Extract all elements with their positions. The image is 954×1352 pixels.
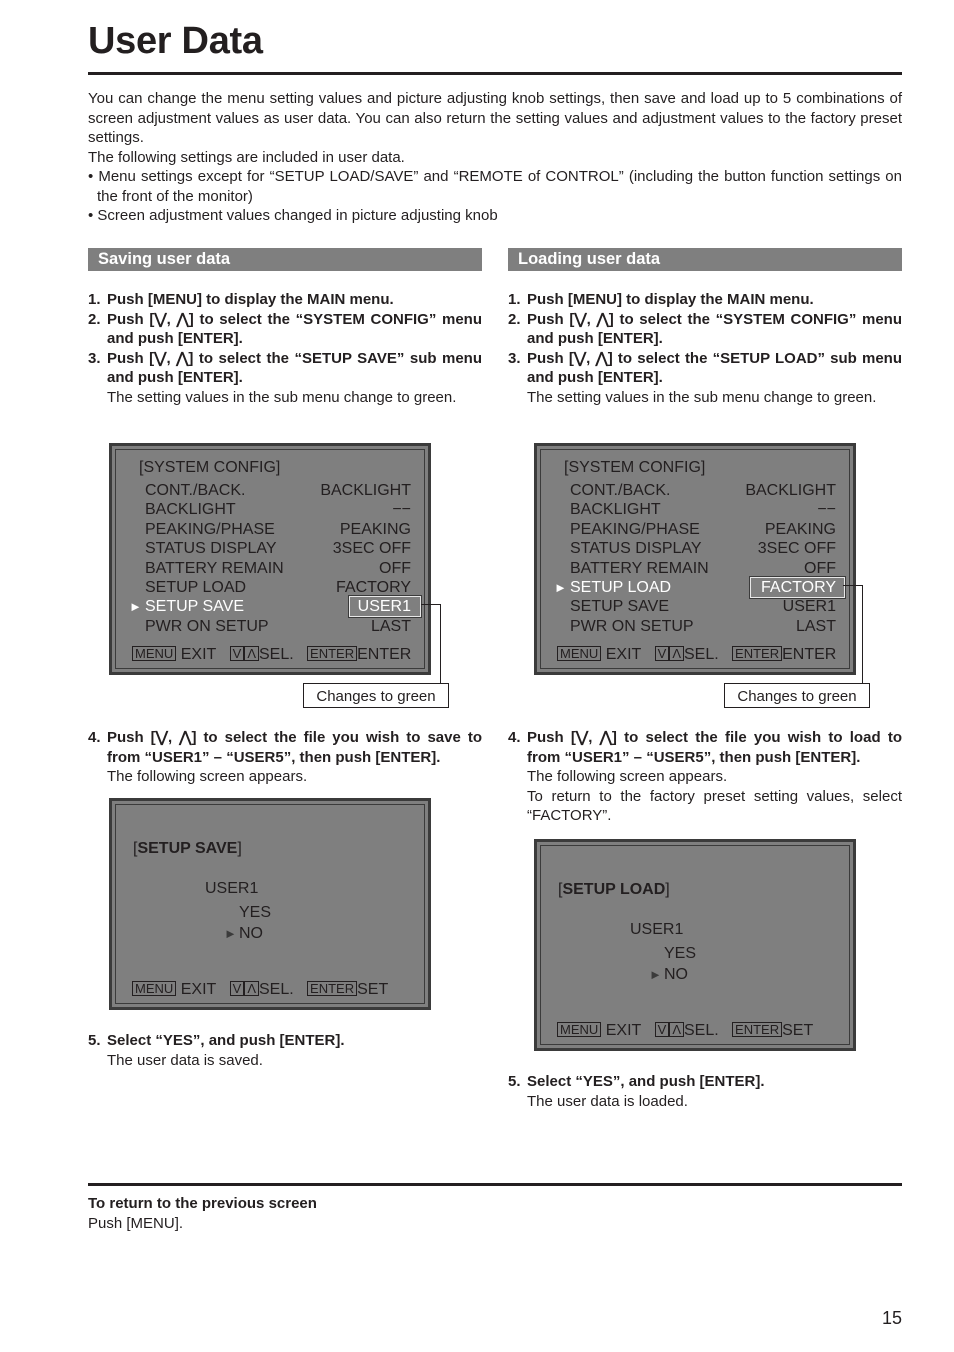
sub-title: [SETUP LOAD] xyxy=(558,881,670,898)
menu-row-label: BATTERY REMAIN xyxy=(570,560,709,577)
intro-bullet: • Screen adjustment values changed in picture adjusting knob xyxy=(88,207,498,224)
intro-paragraph: The following settings are included in user data. xyxy=(88,148,405,166)
down-key: V xyxy=(655,646,670,661)
menu-row-label-selected: SETUP SAVE xyxy=(145,598,244,615)
loading-heading: Loading user data xyxy=(508,248,902,271)
up-key: Λ xyxy=(669,1022,684,1037)
loading-steps-1-3 xyxy=(508,290,902,407)
loading-step-4 xyxy=(508,728,902,826)
enter-key: ENTER xyxy=(732,646,782,661)
save-step-2: 2. Push [⋁, ⋀] to select the “SYSTEM CONFIG” menu and push [ENTER]. xyxy=(88,310,482,347)
menu-row-label: PEAKING/PHASE xyxy=(570,521,700,538)
page-number: 15 xyxy=(881,1308,902,1328)
menu-row-value: OFF xyxy=(804,560,836,577)
menu-row-value: BACKLIGHT xyxy=(745,482,836,499)
menu-key: MENU xyxy=(557,646,601,661)
menu-row-label: BATTERY REMAIN xyxy=(145,560,284,577)
menu-row-label: PEAKING/PHASE xyxy=(145,521,275,538)
intro-bullet: • Menu settings except for “SETUP LOAD/SAVE” and “REMOTE of CONTROL” (including the button function settings on the front of the monitor) xyxy=(88,168,902,205)
saving-step-4 xyxy=(88,728,482,787)
menu-row-label: PWR ON SETUP xyxy=(145,618,269,635)
footer-rule xyxy=(88,1183,902,1186)
save-step-3: 3. Push [⋁, ⋀] to select the “SETUP SAVE” sub menu and push [ENTER]. The setting values in the sub menu change to green. xyxy=(88,349,482,406)
menu-row-value: FACTORY xyxy=(336,579,411,596)
load-step-3: 3. Push [⋁, ⋀] to select the “SETUP LOAD” sub menu and push [ENTER]. The setting values in the sub menu change to green. xyxy=(508,349,902,406)
save-callout: Changes to green xyxy=(303,683,449,708)
up-key: Λ xyxy=(244,646,259,661)
option-yes: YES xyxy=(664,945,697,962)
down-key: V xyxy=(655,1022,670,1037)
menu-row-label-selected: SETUP LOAD xyxy=(570,579,672,596)
save-step-5: 5. Select “YES”, and push [ENTER]. The user data is saved. xyxy=(88,1032,345,1069)
save-step-1: 1. Push [MENU] to display the MAIN menu. xyxy=(88,291,394,308)
menu-row-value: BACKLIGHT xyxy=(320,482,411,499)
load-callout: Changes to green xyxy=(724,683,870,708)
cursor-arrow-icon: ► xyxy=(224,926,237,941)
sub-file: USER1 xyxy=(205,880,259,897)
menu-title: [SYSTEM CONFIG] xyxy=(564,459,706,476)
menu-row-label: CONT./BACK. xyxy=(570,482,671,499)
menu-row-value: PEAKING xyxy=(339,521,411,538)
menu-row-value: 3SEC OFF xyxy=(757,540,836,557)
menu-row-value: LAST xyxy=(795,618,836,635)
sub-file: USER1 xyxy=(630,921,684,938)
menu-row-value: LAST xyxy=(370,618,411,635)
load-step-5: 5. Select “YES”, and push [ENTER]. The user data is loaded. xyxy=(508,1073,765,1110)
setup-save-screen xyxy=(109,798,431,1010)
menu-key: MENU xyxy=(557,1022,601,1037)
setup-load-screen xyxy=(534,839,856,1051)
loading-step-5 xyxy=(508,1072,902,1111)
menu-row-label: SETUP SAVE xyxy=(570,598,669,615)
menu-row-label: BACKLIGHT xyxy=(145,501,236,518)
footer-text: Push [MENU]. xyxy=(88,1215,184,1232)
menu-row-value: −− xyxy=(817,501,836,518)
menu-row-value-selected: FACTORY xyxy=(761,579,836,596)
menu-row-label: BACKLIGHT xyxy=(570,501,661,518)
menu-title: [SYSTEM CONFIG] xyxy=(139,459,281,476)
sub-title: [SETUP SAVE] xyxy=(133,840,242,857)
saving-heading: Saving user data xyxy=(88,248,482,271)
title-rule xyxy=(88,72,902,75)
cursor-arrow-icon: ► xyxy=(554,580,567,595)
save-menu-screen xyxy=(109,443,431,675)
down-key: V xyxy=(230,646,245,661)
menu-row-label: STATUS DISPLAY xyxy=(570,540,702,557)
callout-leader xyxy=(862,585,863,684)
menu-row-value-selected: USER1 xyxy=(357,598,411,615)
load-step-1: 1. Push [MENU] to display the MAIN menu. xyxy=(508,291,814,308)
menu-row-label: CONT./BACK. xyxy=(145,482,246,499)
enter-key: ENTER xyxy=(307,981,357,996)
menu-row-label: STATUS DISPLAY xyxy=(145,540,277,557)
menu-row-value: −− xyxy=(392,501,411,518)
option-no: NO xyxy=(239,925,263,942)
option-no: NO xyxy=(664,966,688,983)
menu-row-value: OFF xyxy=(379,560,411,577)
callout-leader xyxy=(843,585,863,586)
page-title: User Data xyxy=(88,20,263,62)
enter-key: ENTER xyxy=(732,1022,782,1037)
menu-key: MENU xyxy=(132,981,176,996)
callout-leader xyxy=(421,604,441,605)
saving-step-5 xyxy=(88,1031,482,1070)
save-step-4: 4. Push [⋁, ⋀] to select the file you wish to save to from “USER1” – “USER5”, then push [ENTER]. The following screen appears. xyxy=(88,729,482,785)
sub-footer: MENU EXIT V Λ SEL. ENTER SET xyxy=(132,980,388,1000)
intro-paragraph: You can change the menu setting values and picture adjusting knob settings, then save and load up to 5 combinations of screen adjustment values as user data. You can also return the setting values and adjustment values to the factory preset settings. xyxy=(88,90,902,146)
cursor-arrow-icon: ► xyxy=(129,599,142,614)
menu-row-label: PWR ON SETUP xyxy=(570,618,694,635)
up-key: Λ xyxy=(669,646,684,661)
option-yes: YES xyxy=(239,904,272,921)
intro xyxy=(88,89,902,226)
menu-footer: MENU EXIT V Λ SEL. ENTER ENTER xyxy=(132,645,411,665)
menu-key: MENU xyxy=(132,646,176,661)
menu-row-value: PEAKING xyxy=(764,521,836,538)
down-key: V xyxy=(230,981,245,996)
cursor-arrow-icon: ► xyxy=(649,967,662,982)
load-menu-screen xyxy=(534,443,856,675)
menu-footer: MENU EXIT V Λ SEL. ENTER ENTER xyxy=(557,645,836,665)
saving-steps-1-3 xyxy=(88,290,482,407)
sub-footer: MENU EXIT V Λ SEL. ENTER SET xyxy=(557,1021,813,1041)
menu-row-value: 3SEC OFF xyxy=(332,540,411,557)
menu-row-value: USER1 xyxy=(782,598,836,615)
up-key: Λ xyxy=(244,981,259,996)
menu-row-label: SETUP LOAD xyxy=(145,579,247,596)
callout-leader xyxy=(440,604,441,684)
load-step-4: 4. Push [⋁, ⋀] to select the file you wish to load to from “USER1” – “USER5”, then push [ENTER]. The following screen appears. To return to the factory preset setting values, select “FACTORY”. xyxy=(508,729,902,824)
enter-key: ENTER xyxy=(307,646,357,661)
load-step-2: 2. Push [⋁, ⋀] to select the “SYSTEM CONFIG” menu and push [ENTER]. xyxy=(508,310,902,347)
footer-heading: To return to the previous screen xyxy=(88,1195,317,1212)
